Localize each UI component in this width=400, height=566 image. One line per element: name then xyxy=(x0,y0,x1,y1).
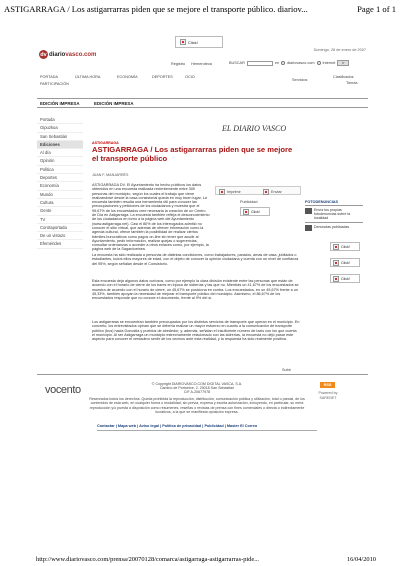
send-tool[interactable] xyxy=(263,189,282,195)
sidebar-item-opinion[interactable]: Opinión xyxy=(37,157,83,165)
sidebar-item-gipuzkoa[interactable]: Gipuzkoa xyxy=(37,124,83,132)
powered-by xyxy=(315,391,341,400)
sidebar-item-economia[interactable]: Economía xyxy=(37,182,83,190)
search-button[interactable]: ir xyxy=(337,60,349,66)
site-logo[interactable] xyxy=(39,50,96,59)
footer-link-privacidad[interactable]: Política de privacidad xyxy=(162,424,202,428)
fotodenuncias-send-link[interactable] xyxy=(305,208,363,220)
link-hemeroteca[interactable]: Hemeroteca xyxy=(191,62,212,66)
radio-internet[interactable] xyxy=(317,61,321,65)
sidebar-item-gente[interactable]: Gente xyxy=(37,207,83,215)
sidebar-item-contraportada[interactable]: Contraportada xyxy=(37,224,83,232)
radio-internet-label: Internet xyxy=(322,61,336,65)
print-icon xyxy=(219,189,225,195)
arrow-icon xyxy=(305,208,312,214)
sidebar-item-san-sebastian[interactable]: San Sebastián xyxy=(37,133,83,141)
web-page xyxy=(37,28,368,548)
rss-icon[interactable]: RSS xyxy=(320,382,335,388)
mail-icon xyxy=(263,189,269,195)
article-paragraph-2: La encuesta ha sido realizada a personas de distintas condiciones, como trabajadores, parados, amas de casa, jubilados o estudiantes, todos ellos mayores de edad, con el objeto de conocer la opinión ciudadana y cuenta con un nivel de confianza del 95%, según señalan desde el Consistorio. xyxy=(92,253,299,266)
site-search xyxy=(229,60,349,66)
footer-link-publicidad[interactable]: Publicidad xyxy=(204,424,224,428)
section-printed-edition[interactable]: EDICIÓN IMPRESA xyxy=(40,101,80,106)
article-paragraph-1: ASTIGARRAGA DV. El Ayuntamiento ha hecho públicos los datos obtenidos en una encuesta realizada recientemente entre 300 personas del municipio, según los cuales el trabajo que viene realizándose desde la casa consistorial queda en muy buen lugar. La encuesta también resulta una herramienta útil para conocer las preocupaciones y peticiones de los ciudadanos y muestra que el 95,67% de los encuestados cree necesaria la creación de un Centro de Día en Astigarraga. La encuesta también refleja el desconocimiento de los ciudadanos en torno a la página web del Ayuntamiento (www.astigarraga.net). Casi el 80% de los interrogados admitió no conocer el sitio virtual, que además de ofrecer información como la agenda cultural, ofrece también la posibilidad de realizar ciertos trámites burocráticos como pagos on-line sin tener que acudir al Ayuntamiento, pedir información, realizar quejas o sugerencias, consultar ordenanzas o acceder a otros enlaces como, por ejemplo, la página web de la Sagardoetxea. xyxy=(92,183,210,252)
search-scope-label: en xyxy=(274,61,280,65)
ad-label: Click! xyxy=(251,209,260,214)
inline-ad-1[interactable] xyxy=(240,207,270,216)
right-column xyxy=(305,200,363,233)
search-input[interactable] xyxy=(247,61,273,66)
powered-by-name[interactable]: SARENET xyxy=(319,395,337,400)
print-footer-date: 16/04/2010 xyxy=(346,556,376,563)
fotodenuncias-heading: FOTODENUNCIAS xyxy=(305,200,339,204)
logo-name: diario xyxy=(49,51,66,58)
nav-servicios[interactable]: Servicios xyxy=(292,78,308,82)
ad-label: Click! xyxy=(341,260,350,265)
article-byline: JUAN F. MANJARRÉS xyxy=(92,173,129,177)
link-registro[interactable]: Registro xyxy=(171,62,186,66)
article-kicker: ASTIGARRAGA xyxy=(92,141,119,145)
powered-by-label: Powered by xyxy=(318,391,338,395)
footer-nav: Contactar | Mapa web | Aviso legal | Política de privacidad | Publicidad | Master El Correo xyxy=(97,424,258,428)
print-footer-url: http://www.diariovasco.com/prensa/20070128/comarca/astigarraga-astigarrarras-pide... xyxy=(36,556,259,563)
fotodenuncias-published-link[interactable] xyxy=(305,225,363,231)
print-header-title: ASTIGARRAGA / Los astigarrarras piden que se mejore el transporte público. diariov... xyxy=(4,4,308,14)
fotodenuncias-send-label: Envía tus propias fotodenuncias sobre la localidad xyxy=(314,208,351,220)
article-headline: ASTIGARRAGA / Los astigarrarras piden que se mejore el transporte público xyxy=(92,145,293,163)
broken-image-icon xyxy=(243,209,249,215)
vocento-logo[interactable]: vocento xyxy=(45,384,81,396)
sidebar-item-politica[interactable]: Política xyxy=(37,166,83,174)
footer-rule xyxy=(97,430,317,431)
top-links xyxy=(171,62,217,66)
article-tools xyxy=(215,186,301,195)
send-label: Enviar xyxy=(271,190,282,194)
nav-ocio[interactable]: OCIO xyxy=(185,75,195,79)
footer-link-contactar[interactable]: Contactar xyxy=(97,424,115,428)
footer-separator xyxy=(37,374,368,375)
ad-label: Click! xyxy=(341,244,350,249)
fotodenuncias-published-label: Denuncias publicadas xyxy=(314,225,350,229)
section-printed-edition-title: EDICIÓN IMPRESA xyxy=(94,101,134,106)
top-ad-slot[interactable] xyxy=(175,36,223,48)
sidebar-item-efemerides[interactable]: Efemérides xyxy=(37,240,83,248)
nav-participacion[interactable]: PARTICIPACIÓN xyxy=(40,82,69,86)
site-date: Domingo, 28 de enero de 2007 xyxy=(313,48,366,52)
back-to-top-link[interactable]: Subir xyxy=(282,368,291,372)
right-ad-2[interactable] xyxy=(330,258,360,267)
sidebar-item-al-dia[interactable]: Al día xyxy=(37,149,83,157)
footer-cif: CIF A-20677978 xyxy=(183,390,211,394)
print-tool[interactable] xyxy=(219,189,241,195)
section-bar xyxy=(37,98,368,108)
sidebar-item-tv[interactable]: TV xyxy=(37,216,83,224)
logo-text xyxy=(49,52,96,58)
article-paragraph-4: Los astigarraras se encuentran también preocupados por los distintos servicios de transporte que operan en el municipio. En concreto, los entrevistados opinan que se debería realizar un mayor esfuerzo en cuanto a la comunicación de transporte público (bus) hacia Donostia y pueblos de alrededor, y, además, señalan el insuficiente número de taxis con los que cuenta el municipio. Al ser Astigarraga un municipio estrechamente relacionado con las sidrerías, la encuesta no dejó pasar este aspecto para conocer el verdadero sentir de los vecinos ante esta realidad, y la respuesta ha sido realmente positiva. xyxy=(92,320,300,342)
nav-economia[interactable]: ECONOMÍA xyxy=(117,75,138,79)
sidebar xyxy=(37,116,83,249)
sidebar-item-deportes[interactable]: Deportes xyxy=(37,174,83,182)
ad-label: Click! xyxy=(341,276,350,281)
radio-site[interactable] xyxy=(281,61,285,65)
footer-link-master[interactable]: Master El Correo xyxy=(226,424,258,428)
print-label: Imprimir xyxy=(227,190,241,194)
footer-link-mapa-web[interactable]: Mapa web xyxy=(117,424,137,428)
search-label: BUSCAR xyxy=(229,61,245,65)
divider xyxy=(305,205,363,206)
footer-link-aviso-legal[interactable]: Aviso legal xyxy=(139,424,160,428)
arrow-icon xyxy=(305,225,312,231)
logo-domain: vasco.com xyxy=(65,51,97,58)
logo-badge-icon: dv xyxy=(40,51,47,58)
print-footer xyxy=(0,553,400,566)
nav-ultima-hora[interactable]: ÚLTIMA HORA xyxy=(75,75,101,79)
broken-image-icon xyxy=(333,260,339,266)
broken-image-icon xyxy=(333,276,339,282)
ad-label: Click! xyxy=(188,39,198,45)
broken-image-icon xyxy=(180,39,186,45)
sidebar-item-ediciones[interactable]: Ediciones xyxy=(37,141,83,149)
footer-rights: Reservados todos los derechos. Queda prohibida la reproducción, distribución, comunicación pública y utilización, total o parcial, de los contenidos de esta web, en cualquier forma o modalidad, sin previa, expresa y escrita autorización, incluyendo, en particular, su mera reproducción y/o puesta a disposición como resúmenes, reseñas o revistas de prensa con fines comerciales o directa o indirectamente lucrativos, a la que se manifiesta oposición expresa. xyxy=(89,397,305,414)
sidebar-item-de-un-vistazo[interactable]: De un vistazo xyxy=(37,232,83,240)
main-nav xyxy=(37,72,368,84)
print-header-page: Page 1 of 1 xyxy=(357,4,396,14)
footer-copyright: © Copyright DIARIOVASCO.COM DIGITAL VASCA, S.A. xyxy=(151,382,243,386)
newspaper-masthead: EL DIARIO VASCO xyxy=(222,124,287,133)
sidebar-item-cultura[interactable]: Cultura xyxy=(37,199,83,207)
sidebar-item-portada[interactable]: Portada xyxy=(37,116,83,124)
sidebar-item-mundo[interactable]: Mundo xyxy=(37,191,83,199)
publicity-label: Publicidad xyxy=(240,200,258,204)
nav-deportes[interactable]: DEPORTES xyxy=(152,75,173,79)
right-ad-3[interactable] xyxy=(330,274,360,283)
print-header xyxy=(0,0,400,20)
radio-site-label: diariovasco.com xyxy=(287,61,315,65)
right-ad-1[interactable] xyxy=(330,242,360,251)
article-paragraph-3: Esta encuesta deja algunos datos curiosos, como por ejemplo la clara división existente entre las personas que están de acuerdo con el horario de cierre de los bares en época de sidrerías y las que no. Mientras un 41,67% de los encuestados se muestra de acuerdo con el horario de cierre, un 45,67% se posiciona en contra. Los encuestados, en un 45,67% frente a un 45,33%, también apoyan la necesidad de mejorar el transporte público del municipio. Asimismo, el 86,67% de los encuestados responde que no conoce el documento, frente al 9% del sí. xyxy=(92,279,299,301)
divider xyxy=(305,222,363,223)
nav-clasificados[interactable]: Clasificados xyxy=(333,75,354,79)
broken-image-icon xyxy=(333,244,339,250)
nav-portada[interactable]: PORTADA xyxy=(40,75,59,79)
nav-tienda[interactable]: Tienda xyxy=(346,81,358,85)
footer-address: Camino de Portuetxe, 2. 20018 San Sebastián xyxy=(159,386,235,390)
